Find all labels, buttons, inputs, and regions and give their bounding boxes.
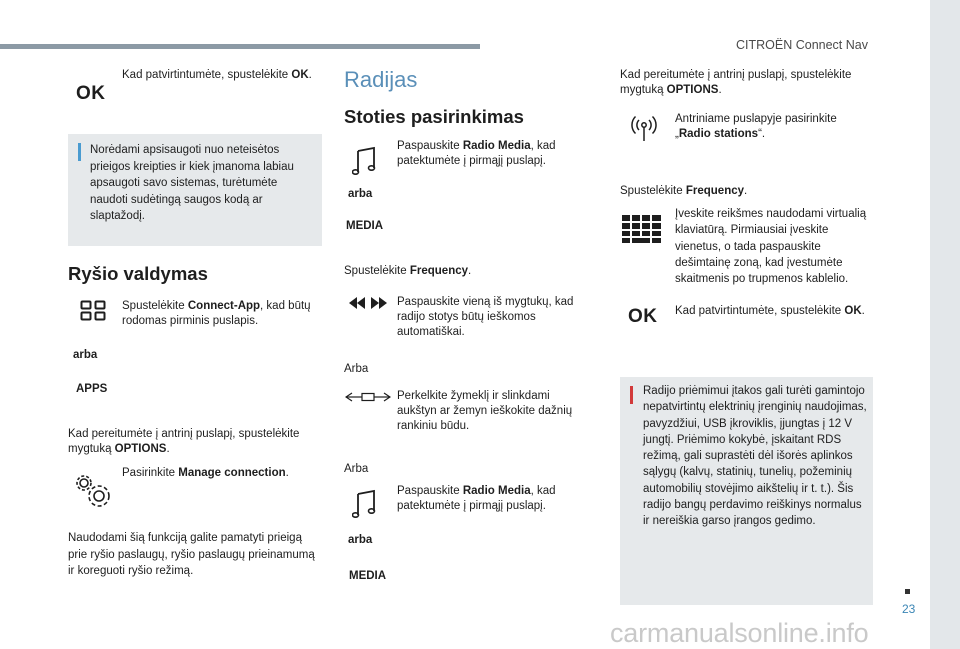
options-instruction: Kad pereitumėte į antrinį puslapį, spustelėkite mygtuką OPTIONS. xyxy=(68,428,300,455)
settings-gears-icon xyxy=(72,472,114,512)
or-label: arba xyxy=(73,349,98,361)
or-label: arba xyxy=(348,188,373,200)
options-instruction-text: Kad pereitumėte į antrinį puslapį, spustelėkite mygtuką xyxy=(68,428,300,455)
frequency-instruction: Spustelėkite Frequency. xyxy=(344,265,472,277)
keyboard-instruction: Įveskite reikšmes naudodami virtualią klaviatūrą. Pirmiausiai įveskite vienetus, o tada paspauskite dešimtainę zoną, kad įvestumėte skaitmenis po trupmenos kablelio. xyxy=(675,208,867,286)
radio-antenna-icon xyxy=(628,112,660,144)
radio-instruction xyxy=(397,139,587,169)
or-label: arba xyxy=(348,534,373,546)
info-note-text: Norėdami apsisaugoti nuo neteisėtos prieigos kreipties ir kiek įmanoma labiau apsaugoti savo sistemas, turėtumėte naudoti sudėtingą saugos kodą ar slaptažodį. xyxy=(90,144,294,222)
watermark: carmanualsonline.info xyxy=(610,618,869,648)
ok-instruction: Kad patvirtintumėte, spustelėkite OK. xyxy=(122,69,312,81)
slider-instruction: Perkelkite žymeklį ir slinkdami aukštyn ar žemyn ieškokite dažnių rankiniu būdu. xyxy=(397,390,573,432)
ok-instruction: Kad patvirtintumėte, spustelėkite OK. xyxy=(675,305,865,317)
warning-note-text: Radijo priėmimui įtakos gali turėti gamintojo nepatvirtintų elektrinių įrenginių naudojimas, pavyzdžiui, USB įkroviklis, įjungtas į 12 V jungtį. Priėmimo kokybė, įskaitant RDS režimą, gali suprastėti dėl išorės aplinkos sąlygų (kalvų, statinių, tunelių, požeminių automobilių stovėjimo aikštelių ir t. t.). Šis radijo bangų perdavimo reiškinys normalus ir nereiškia garso įrangos gedimo. xyxy=(643,385,867,528)
ok-instruction-key: OK xyxy=(844,305,862,317)
apps-instruction-tail: , kad būtų rodomas pirminis puslapis. xyxy=(122,300,311,327)
frequency-instruction: Spustelėkite Frequency. xyxy=(620,185,748,197)
apps-instruction-key: Connect-App xyxy=(187,300,261,312)
ok-instruction-key: OK xyxy=(291,69,309,81)
stations-instruction-key: Radio stations xyxy=(678,128,759,140)
or-label: Arba xyxy=(344,463,369,475)
frequency-slider-icon xyxy=(345,391,391,403)
ok-instruction-text: Kad patvirtintumėte, spustelėkite xyxy=(122,69,289,81)
ok-instruction-text: Kad patvirtintumėte, spustelėkite xyxy=(675,305,842,317)
info-bar xyxy=(78,143,81,161)
seek-arrows-icon xyxy=(348,296,388,310)
or-label: Arba xyxy=(344,363,369,375)
apps-key-label: APPS xyxy=(76,383,108,395)
options-instruction-text: Kad pereitumėte į antrinį puslapį, spustelėkite mygtuką xyxy=(620,69,852,96)
frequency-instruction-text: Spustelėkite xyxy=(344,265,407,277)
apps-instruction-text: Spustelėkite xyxy=(122,300,185,312)
radio-instruction-text: Paspauskite xyxy=(397,140,460,152)
options-instruction: Kad pereitumėte į antrinį puslapį, spustelėkite mygtuką OPTIONS. xyxy=(620,69,852,96)
connection-footer-text: Naudodami šią funkciją galite pamatyti prieigą prie ryšio paslaugų, ryšio paslaugų prieinamumą ir koreguoti ryšio režimą. xyxy=(68,532,315,577)
music-note-icon xyxy=(352,146,378,176)
apps-grid-icon xyxy=(80,300,106,322)
options-instruction-key: OPTIONS xyxy=(114,443,167,455)
subsection-title-station: Stoties pasirinkimas xyxy=(344,106,524,127)
ok-icon: OK xyxy=(76,83,106,104)
frequency-instruction-key: Frequency xyxy=(685,185,745,197)
apps-instruction xyxy=(122,299,312,329)
seek-instruction: Paspauskite vieną iš mygtukų, kad radijo stotys būtų ieškomos automatiškai. xyxy=(397,296,574,338)
options-instruction-key: OPTIONS xyxy=(666,84,719,96)
radio-instruction-key: Radio Media xyxy=(462,485,531,497)
page-number: 23 xyxy=(902,602,916,616)
music-note-icon xyxy=(352,489,378,519)
radio-instruction-text: Paspauskite xyxy=(397,485,460,497)
manage-instruction-text: Pasirinkite xyxy=(122,467,176,479)
radio-instruction-key: Radio Media xyxy=(462,140,531,152)
stations-instruction xyxy=(675,112,865,142)
ok-icon: OK xyxy=(628,306,658,327)
section-title-connection: Ryšio valdymas xyxy=(68,263,208,284)
media-key-label: MEDIA xyxy=(349,570,387,582)
keyboard-icon xyxy=(622,215,662,243)
manage-instruction-key: Manage connection xyxy=(178,467,286,479)
frequency-instruction-key: Frequency xyxy=(409,265,469,277)
manage-instruction: Pasirinkite Manage connection. xyxy=(122,467,289,479)
top-rule xyxy=(0,44,480,49)
header-title: CITROËN Connect Nav xyxy=(736,38,868,52)
continue-marker xyxy=(905,589,910,594)
section-title-radio: Radijas xyxy=(344,67,418,92)
media-key-label: MEDIA xyxy=(346,220,384,232)
radio-instruction-tail: , kad patektumėte į pirmąjį puslapį. xyxy=(397,485,556,512)
stations-instruction-text: Antriniame puslapyje pasirinkite „ xyxy=(675,113,837,140)
radio-instruction-tail: , kad patektumėte į pirmąjį puslapį. xyxy=(397,140,556,167)
radio-instruction-2 xyxy=(397,484,587,514)
stations-instruction-tail: “. xyxy=(758,128,766,140)
frequency-instruction-text: Spustelėkite xyxy=(620,185,683,197)
side-tab xyxy=(930,0,960,649)
warning-bar xyxy=(630,386,633,404)
